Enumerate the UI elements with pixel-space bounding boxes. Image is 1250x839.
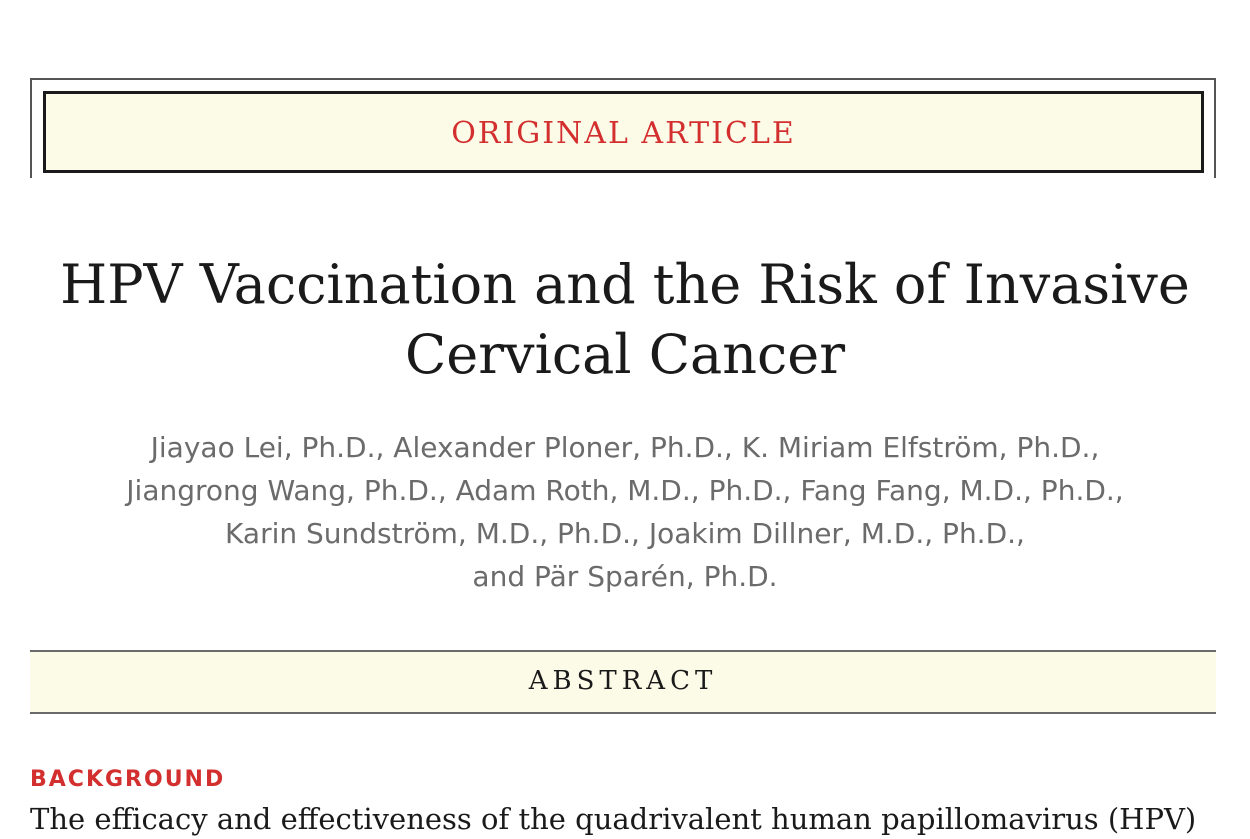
author-line-1: Jiayao Lei, Ph.D., Alexander Ploner, Ph.D., K. Miriam Elfström, Ph.D., — [150, 431, 1100, 464]
background-heading: BACKGROUND — [30, 767, 226, 792]
article-type-banner — [43, 91, 1204, 173]
abstract-banner — [30, 650, 1216, 714]
author-line-4: and Pär Sparén, Ph.D. — [472, 560, 778, 593]
author-line-2: Jiangrong Wang, Ph.D., Adam Roth, M.D., Ph.D., Fang Fang, M.D., Ph.D., — [126, 474, 1124, 507]
author-list — [40, 426, 1210, 598]
author-line-3: Karin Sundström, M.D., Ph.D., Joakim Dillner, M.D., Ph.D., — [225, 517, 1025, 550]
article-title — [30, 250, 1220, 390]
article-title-line-2: Cervical Cancer — [404, 323, 846, 386]
article-type-label: ORIGINAL ARTICLE — [451, 116, 796, 151]
abstract-label: ABSTRACT — [528, 666, 718, 696]
journal-header-fragment — [0, 0, 1250, 10]
background-text: The efficacy and effectiveness of the quadrivalent human papillomavirus (HPV) — [30, 802, 1197, 836]
article-title-line-1: HPV Vaccination and the Risk of Invasive — [60, 253, 1190, 316]
